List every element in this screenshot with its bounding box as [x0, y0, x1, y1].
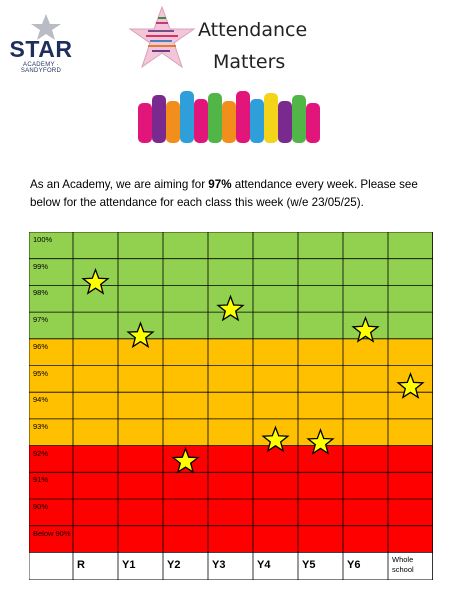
row-label: 98% — [33, 288, 49, 298]
column-label: Whole school — [392, 555, 414, 575]
attendance-star-icon — [83, 270, 108, 294]
intro-target: 97% — [208, 178, 232, 191]
row-label: 97% — [33, 315, 49, 325]
attendance-star-icon — [128, 323, 153, 347]
raised-hands-illustration — [134, 85, 329, 149]
column-label: Y5 — [302, 559, 316, 572]
row-label: 94% — [33, 395, 49, 405]
row-label: 95% — [33, 368, 49, 378]
attendance-star-icon — [173, 449, 198, 473]
word-cloud-star-icon — [128, 5, 196, 73]
column-label: Y3 — [212, 559, 226, 572]
row-label: 99% — [33, 261, 49, 271]
grid-lines — [29, 232, 433, 580]
attendance-grid — [29, 232, 433, 584]
logo-name: STAR — [9, 36, 73, 62]
banner-title-line2: Matters — [213, 51, 286, 73]
attendance-star-icon — [353, 318, 378, 342]
intro-before: As an Academy, we are aiming for — [30, 178, 209, 191]
row-label: 96% — [33, 341, 49, 351]
attendance-star-icon — [308, 430, 333, 454]
row-label: Below 90% — [33, 528, 71, 538]
row-label: 93% — [33, 421, 49, 431]
logo-subtitle: ACADEMY · SANDYFORD — [20, 62, 62, 74]
row-label: 91% — [33, 475, 49, 485]
intro-paragraph — [30, 176, 430, 212]
column-label: Y6 — [347, 559, 361, 572]
banner-title-line1: Attendance — [198, 19, 308, 41]
column-label: Y1 — [122, 559, 136, 572]
intro-after: attendance every week. Please see below for the attendance for each class this week (w/e 23/05/25). — [30, 178, 418, 209]
column-label: Y2 — [167, 559, 181, 572]
row-label: 90% — [33, 502, 49, 511]
row-label: 100% — [33, 235, 53, 244]
attendance-star-icon — [263, 427, 288, 451]
school-logo — [6, 12, 73, 76]
row-label: 92% — [33, 448, 49, 458]
column-label: R — [77, 559, 85, 572]
attendance-star-icon — [218, 296, 243, 320]
attendance-star-icon — [398, 374, 423, 398]
attendance-banner — [128, 5, 333, 150]
column-label: Y4 — [257, 559, 271, 572]
